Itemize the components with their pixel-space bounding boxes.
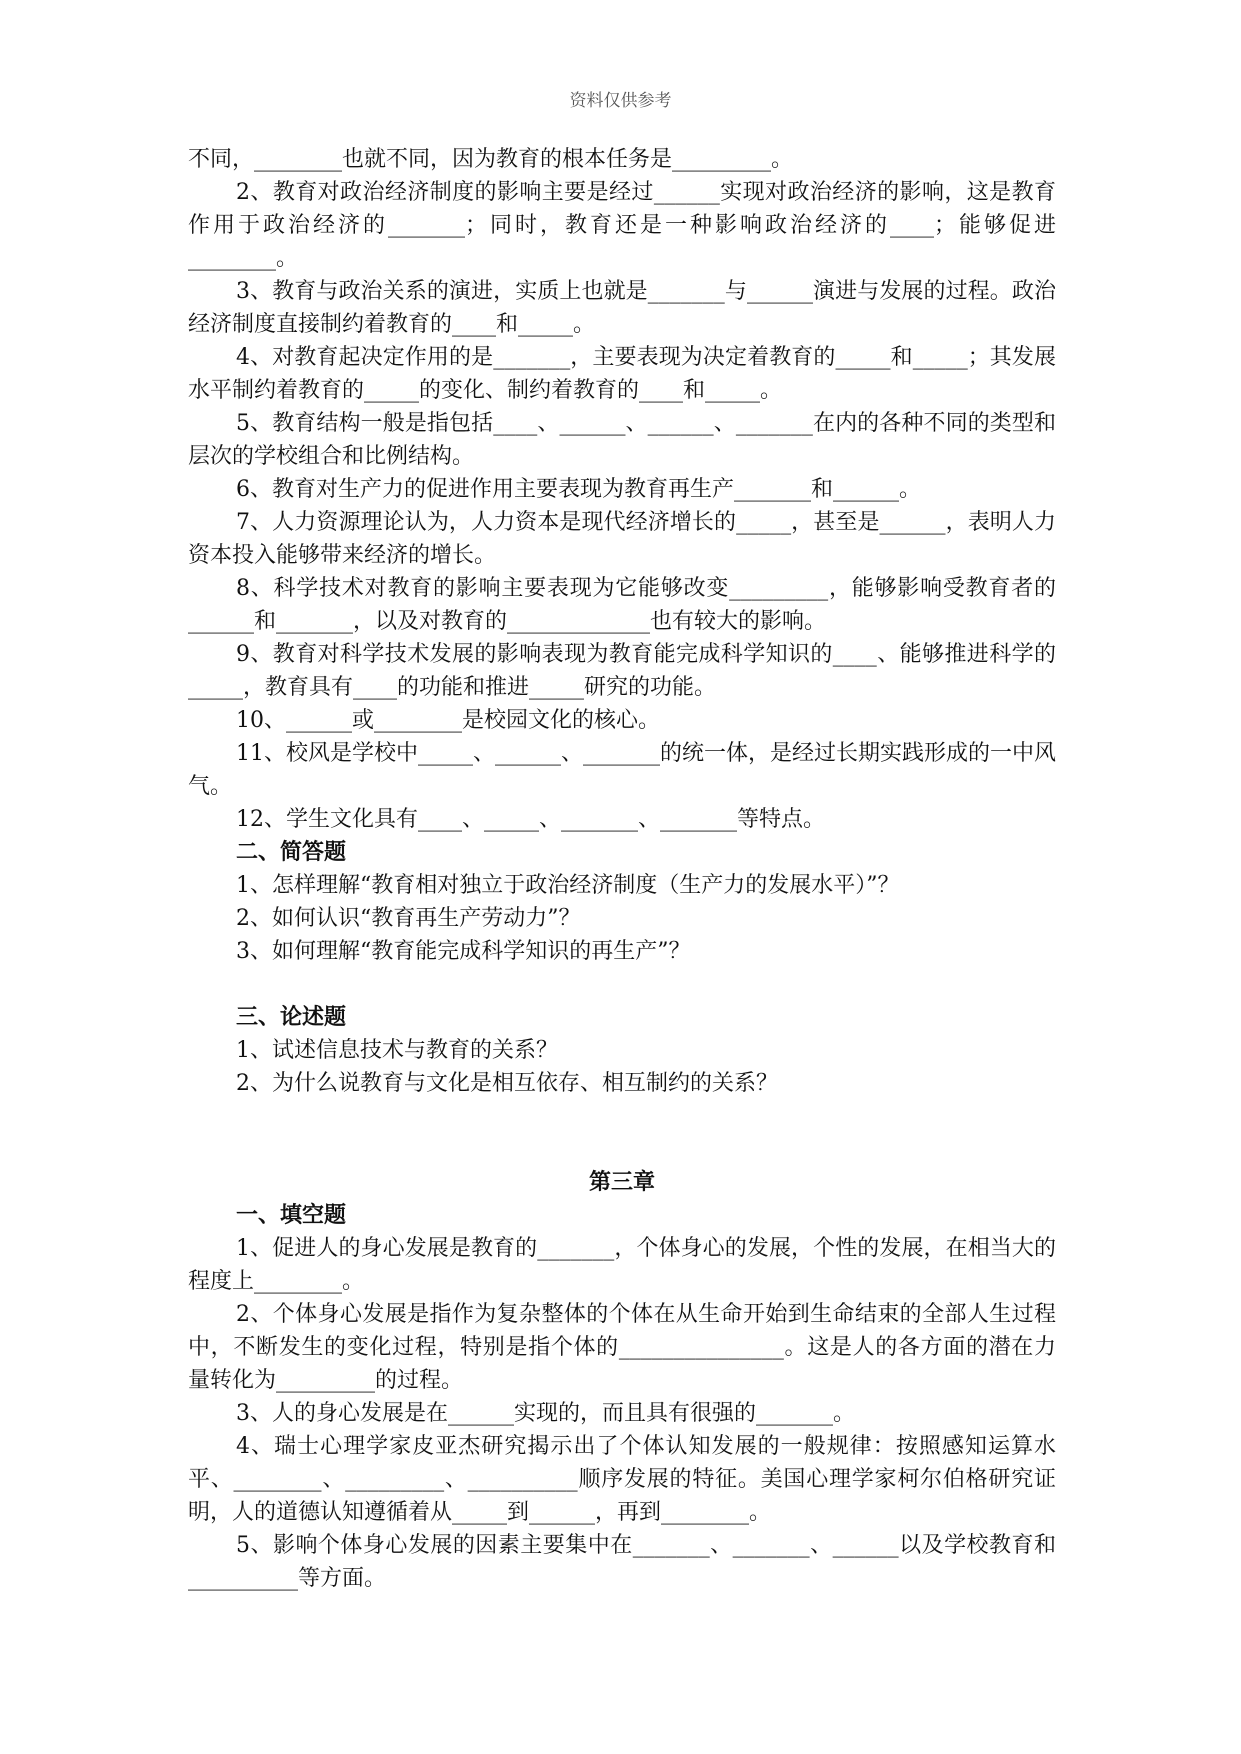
text-line: 2、为什么说教育与文化是相互依存、相互制约的关系？	[236, 1071, 778, 1096]
text-line: 2、个体身心发展是指作为复杂整体的个体在从生命开始到生命结束的全部人生过程中，不断发生的变化过程，特别是指个体的_______________。这是人的各方面的潜在力量转化为_________的过程。	[188, 1302, 1056, 1393]
text-line: 4、对教育起决定作用的是_______，主要表现为决定着教育的_____和_____；其发展水平制约着教育的_____的变化、制约着教育的____和_____。	[188, 345, 1056, 403]
document-body	[188, 143, 1056, 1595]
text-line: 8、科学技术对教育的影响主要表现为它能够改变_________，能够影响受教育者的______和_______，以及对教育的_____________也有较大的影响。	[188, 576, 1056, 634]
text-line: 11、校风是学校中_____、______、_______的统一体，是经过长期实践形成的一中风气。	[188, 741, 1056, 799]
text-line: 2、如何认识“教育再生产劳动力”？	[236, 906, 581, 931]
section-heading: 三、论述题	[236, 1004, 347, 1030]
text-line: 2、教育对政治经济制度的影响主要是经过______实现对政治经济的影响，这是教育作用于政治经济的_______；同时，教育还是一种影响政治经济的____；能够促进________。	[188, 180, 1056, 271]
text-line: 1、促进人的身心发展是教育的_______，个体身心的发展，个性的发展，在相当大的程度上________。	[188, 1236, 1056, 1294]
text-line: 5、教育结构一般是指包括____、______、______、_______在内的各种不同的类型和层次的学校组合和比例结构。	[188, 411, 1056, 469]
text-line: 7、人力资源理论认为，人力资本是现代经济增长的_____，甚至是______，表明人力资本投入能够带来经济的增长。	[188, 510, 1056, 568]
text-line: 5、影响个体身心发展的因素主要集中在_______、_______、______以及学校教育和__________等方面。	[188, 1533, 1056, 1591]
text-line: 1、怎样理解“教育相对独立于政治经济制度（生产力的发展水平）”？	[236, 873, 900, 898]
text-line: 3、人的身心发展是在______实现的，而且具有很强的_______。	[236, 1401, 855, 1426]
text-line: 不同，________也就不同，因为教育的根本任务是_________。	[188, 147, 794, 172]
chapter-title: 第三章	[588, 1169, 655, 1195]
text-line: 3、教育与政治关系的演进，实质上也就是_______与______演进与发展的过程。政治经济制度直接制约着教育的____和_____。	[188, 279, 1056, 337]
text-line: 12、学生文化具有____、_____、_______、_______等特点。	[236, 807, 825, 832]
section-heading: 一、填空题	[236, 1202, 347, 1228]
spacer	[188, 968, 1056, 1001]
spacer	[188, 1100, 1056, 1166]
text-line: 1、试述信息技术与教育的关系？	[236, 1038, 558, 1063]
section-heading: 二、简答题	[236, 839, 347, 865]
text-line: 4、瑞士心理学家皮亚杰研究揭示出了个体认知发展的一般规律：按照感知运算水平、________、_________、__________顺序发展的特征。美国心理学家柯尔伯格研究证明，人的道德认知遵循着从_____到______，再到________。	[188, 1434, 1056, 1525]
page-header: 资料仅供参考	[569, 91, 672, 111]
text-line: 10、______或________是校园文化的核心。	[236, 708, 660, 733]
text-line: 6、教育对生产力的促进作用主要表现为教育再生产_______和______。	[236, 477, 921, 502]
text-line: 3、如何理解“教育能完成科学知识的再生产”？	[236, 939, 691, 964]
text-line: 9、教育对科学技术发展的影响表现为教育能完成科学知识的____、能够推进科学的_____，教育具有____的功能和推进_____研究的功能。	[188, 642, 1056, 700]
